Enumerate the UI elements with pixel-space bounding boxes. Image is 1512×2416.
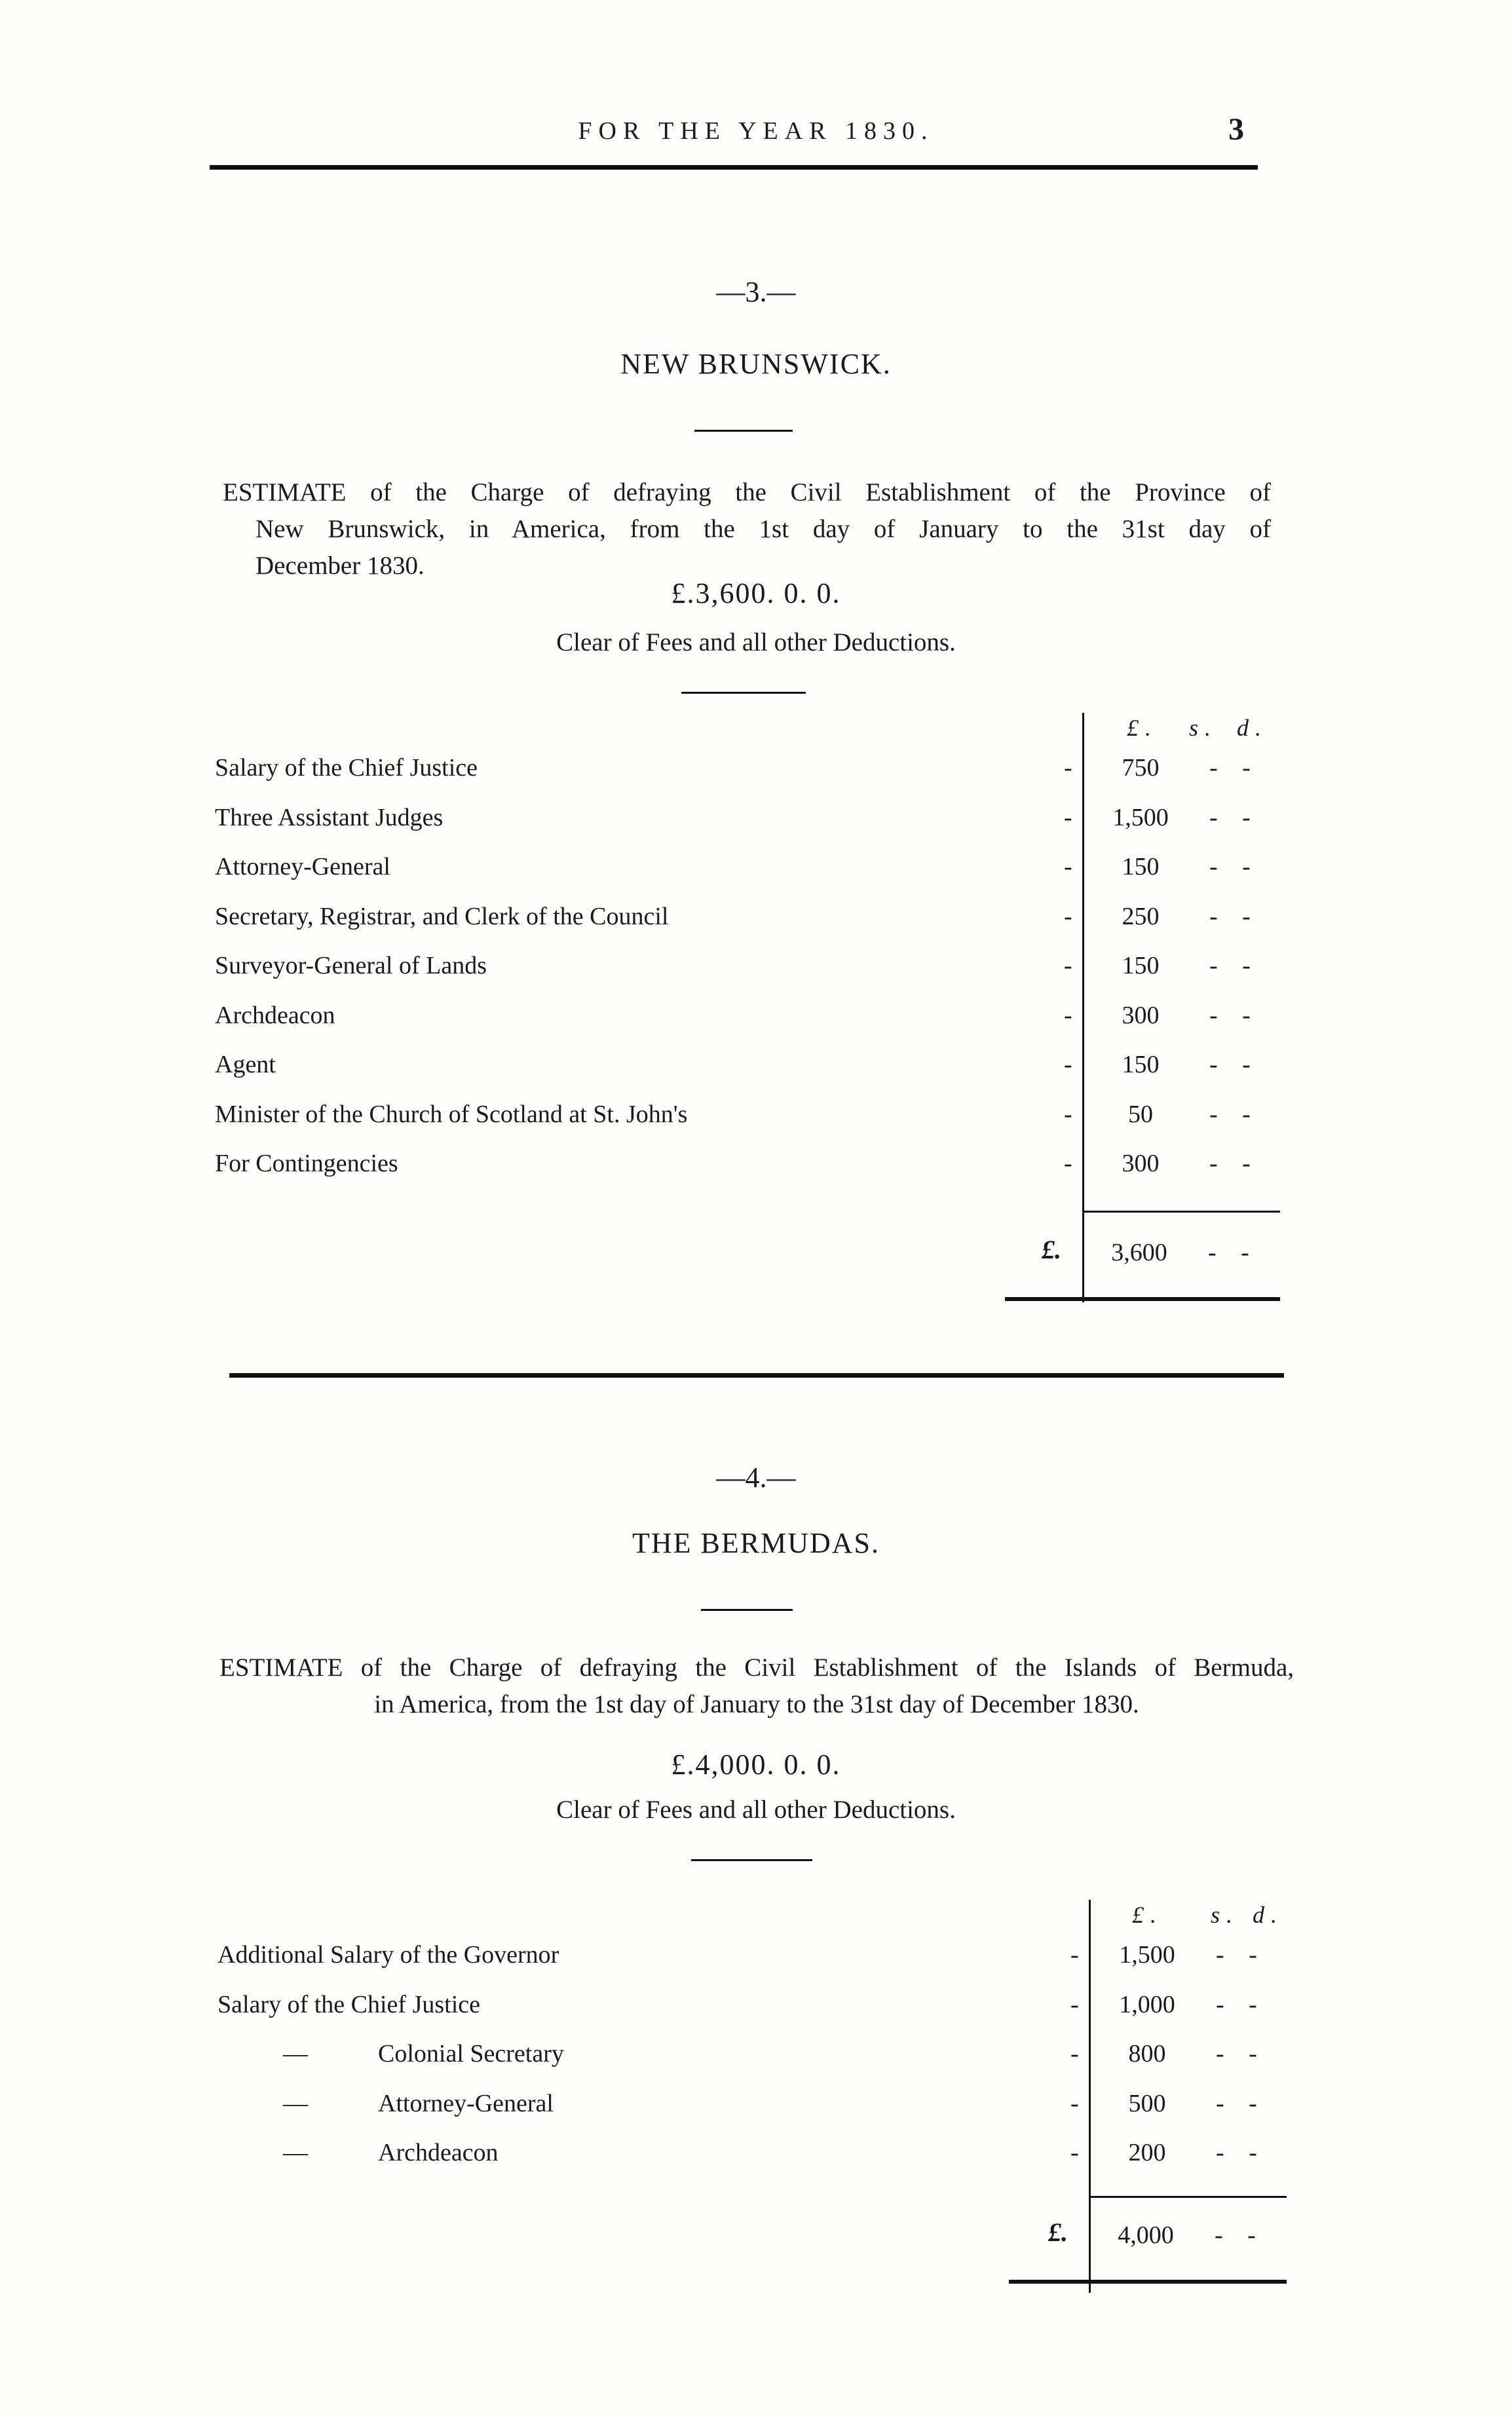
item-pounds: 50 bbox=[1128, 1100, 1153, 1128]
item-label: Surveyor-General of Lands bbox=[215, 952, 487, 979]
item-sd: - - bbox=[1209, 1051, 1260, 1078]
page-number: 3 bbox=[1228, 112, 1244, 147]
clear-of-fees: Clear of Fees and all other Deductions. bbox=[556, 628, 956, 656]
item-sd: - - bbox=[1209, 952, 1260, 979]
ditto-dash: — bbox=[283, 2040, 308, 2067]
list-item bbox=[217, 2138, 1292, 2184]
item-pounds: 300 bbox=[1122, 1150, 1160, 1177]
item-pounds: 1,500 bbox=[1119, 1941, 1175, 1969]
clear-of-fees: Clear of Fees and all other Deductions. bbox=[556, 1796, 956, 1824]
item-pounds: 200 bbox=[1128, 2139, 1166, 2166]
leader-dash: - bbox=[1070, 1941, 1079, 1969]
subtotal-rule bbox=[1084, 1211, 1280, 1213]
short-rule bbox=[681, 692, 806, 694]
item-pounds: 150 bbox=[1122, 1051, 1160, 1078]
item-label: Additional Salary of the Governor bbox=[217, 1941, 559, 1969]
running-title: FOR THE YEAR 1830. bbox=[578, 117, 934, 145]
item-sd: - - bbox=[1216, 1941, 1266, 1969]
item-label: Secretary, Registrar, and Clerk of the Council bbox=[215, 902, 669, 930]
total-pounds: 3,600 bbox=[1111, 1239, 1167, 1266]
list-item bbox=[215, 1100, 1283, 1146]
ditto-dash: — bbox=[283, 2139, 308, 2166]
item-sd: - - bbox=[1209, 803, 1260, 831]
item-sd: - - bbox=[1216, 2139, 1266, 2166]
estimate-line: December 1830. bbox=[255, 552, 425, 580]
list-item bbox=[217, 2039, 1292, 2085]
total-rule bbox=[1009, 2280, 1287, 2284]
item-label: Three Assistant Judges bbox=[215, 803, 444, 831]
column-pounds: £. bbox=[1127, 715, 1158, 741]
item-label: Attorney-General bbox=[215, 853, 390, 880]
leader-dash: - bbox=[1064, 853, 1072, 880]
list-item bbox=[215, 902, 1283, 948]
section-title: THE BERMUDAS. bbox=[632, 1527, 880, 1559]
total-row bbox=[1084, 1238, 1280, 1284]
list-item bbox=[215, 803, 1283, 849]
column-shillings: s. bbox=[1189, 715, 1218, 741]
item-label: Salary of the Chief Justice bbox=[217, 1990, 481, 2018]
list-item bbox=[217, 1940, 1292, 1986]
list-item bbox=[215, 753, 1283, 799]
leader-dash: - bbox=[1064, 1001, 1072, 1029]
total-sterling-symbol: £. bbox=[1048, 2218, 1068, 2247]
list-item bbox=[215, 1001, 1283, 1047]
item-pounds: 750 bbox=[1122, 754, 1160, 782]
list-item bbox=[215, 852, 1283, 898]
list-item bbox=[215, 951, 1283, 997]
list-item bbox=[215, 1050, 1283, 1096]
leader-dash: - bbox=[1064, 754, 1072, 782]
title-rule bbox=[694, 430, 793, 432]
item-label: Archdeacon bbox=[215, 1001, 335, 1029]
leader-dash: - bbox=[1064, 1100, 1072, 1128]
item-label: Attorney-General bbox=[378, 2089, 554, 2117]
column-pence: d. bbox=[1237, 715, 1268, 741]
item-label: For Contingencies bbox=[215, 1150, 398, 1177]
item-label: Archdeacon bbox=[378, 2139, 499, 2166]
estimate-amount: £.3,600. 0. 0. bbox=[671, 577, 841, 609]
section-divider bbox=[229, 1373, 1284, 1378]
item-sd: - - bbox=[1209, 853, 1260, 880]
column-shillings: s. bbox=[1211, 1902, 1239, 1928]
estimate-line: in America, from the 1st day of January to the 31st day of December 1830. bbox=[374, 1690, 1139, 1718]
estimate-line: ESTIMATE of the Charge of defraying the Civil Establishment of the Islands of Bermuda, bbox=[219, 1653, 1294, 1682]
item-pounds: 300 bbox=[1122, 1001, 1160, 1029]
total-sd: - - bbox=[1208, 1239, 1258, 1266]
estimate-amount: £.4,000. 0. 0. bbox=[671, 1748, 841, 1781]
estimate-paragraph bbox=[223, 474, 1271, 584]
item-pounds: 150 bbox=[1122, 853, 1160, 880]
estimate-paragraph bbox=[219, 1650, 1294, 1723]
item-sd: - - bbox=[1216, 2040, 1266, 2067]
leader-dash: - bbox=[1070, 2040, 1079, 2067]
column-pounds: £. bbox=[1132, 1902, 1163, 1928]
item-pounds: 800 bbox=[1128, 2040, 1166, 2067]
total-sterling-symbol: £. bbox=[1042, 1235, 1061, 1264]
total-row bbox=[1090, 2221, 1287, 2267]
item-sd: - - bbox=[1209, 1150, 1260, 1177]
list-item bbox=[217, 2089, 1292, 2135]
column-pence: d. bbox=[1253, 1902, 1283, 1928]
leader-dash: - bbox=[1070, 1990, 1079, 2018]
item-label: Minister of the Church of Scotland at St. John's bbox=[215, 1100, 688, 1128]
section-number: —4.— bbox=[716, 1462, 796, 1494]
item-pounds: 1,000 bbox=[1119, 1990, 1175, 2018]
total-sd: - - bbox=[1215, 2221, 1265, 2249]
total-rule bbox=[1005, 1297, 1280, 1301]
title-rule bbox=[701, 1609, 793, 1611]
leader-dash: - bbox=[1064, 1150, 1072, 1177]
short-rule bbox=[691, 1859, 812, 1861]
section-title: NEW BRUNSWICK. bbox=[620, 348, 892, 380]
estimate-line: ESTIMATE of the Charge of defraying the Civil Establishment of the Province of bbox=[223, 478, 1271, 506]
total-pounds: 4,000 bbox=[1118, 2221, 1174, 2249]
leader-dash: - bbox=[1064, 902, 1072, 930]
item-sd: - - bbox=[1209, 754, 1260, 782]
leader-dash: - bbox=[1070, 2089, 1079, 2117]
estimate-line: New Brunswick, in America, from the 1st day of January to the 31st day of bbox=[255, 515, 1271, 543]
item-sd: - - bbox=[1216, 2089, 1266, 2117]
item-label: Colonial Secretary bbox=[378, 2040, 564, 2067]
item-sd: - - bbox=[1216, 1990, 1266, 2018]
item-sd: - - bbox=[1209, 902, 1260, 930]
item-pounds: 1,500 bbox=[1112, 803, 1169, 831]
leader-dash: - bbox=[1064, 952, 1072, 979]
item-pounds: 150 bbox=[1122, 952, 1160, 979]
subtotal-rule bbox=[1090, 2196, 1287, 2198]
item-label: Agent bbox=[215, 1051, 276, 1078]
list-item bbox=[215, 1149, 1283, 1195]
ditto-dash: — bbox=[283, 2089, 308, 2117]
header-rule bbox=[210, 165, 1258, 170]
section-number: —3.— bbox=[716, 276, 796, 308]
item-sd: - - bbox=[1209, 1001, 1260, 1029]
leader-dash: - bbox=[1070, 2139, 1079, 2166]
item-pounds: 500 bbox=[1128, 2089, 1166, 2117]
item-sd: - - bbox=[1209, 1100, 1260, 1128]
leader-dash: - bbox=[1064, 803, 1072, 831]
item-label: Salary of the Chief Justice bbox=[215, 754, 478, 782]
item-pounds: 250 bbox=[1122, 902, 1160, 930]
list-item bbox=[217, 1990, 1292, 2036]
leader-dash: - bbox=[1064, 1051, 1072, 1078]
